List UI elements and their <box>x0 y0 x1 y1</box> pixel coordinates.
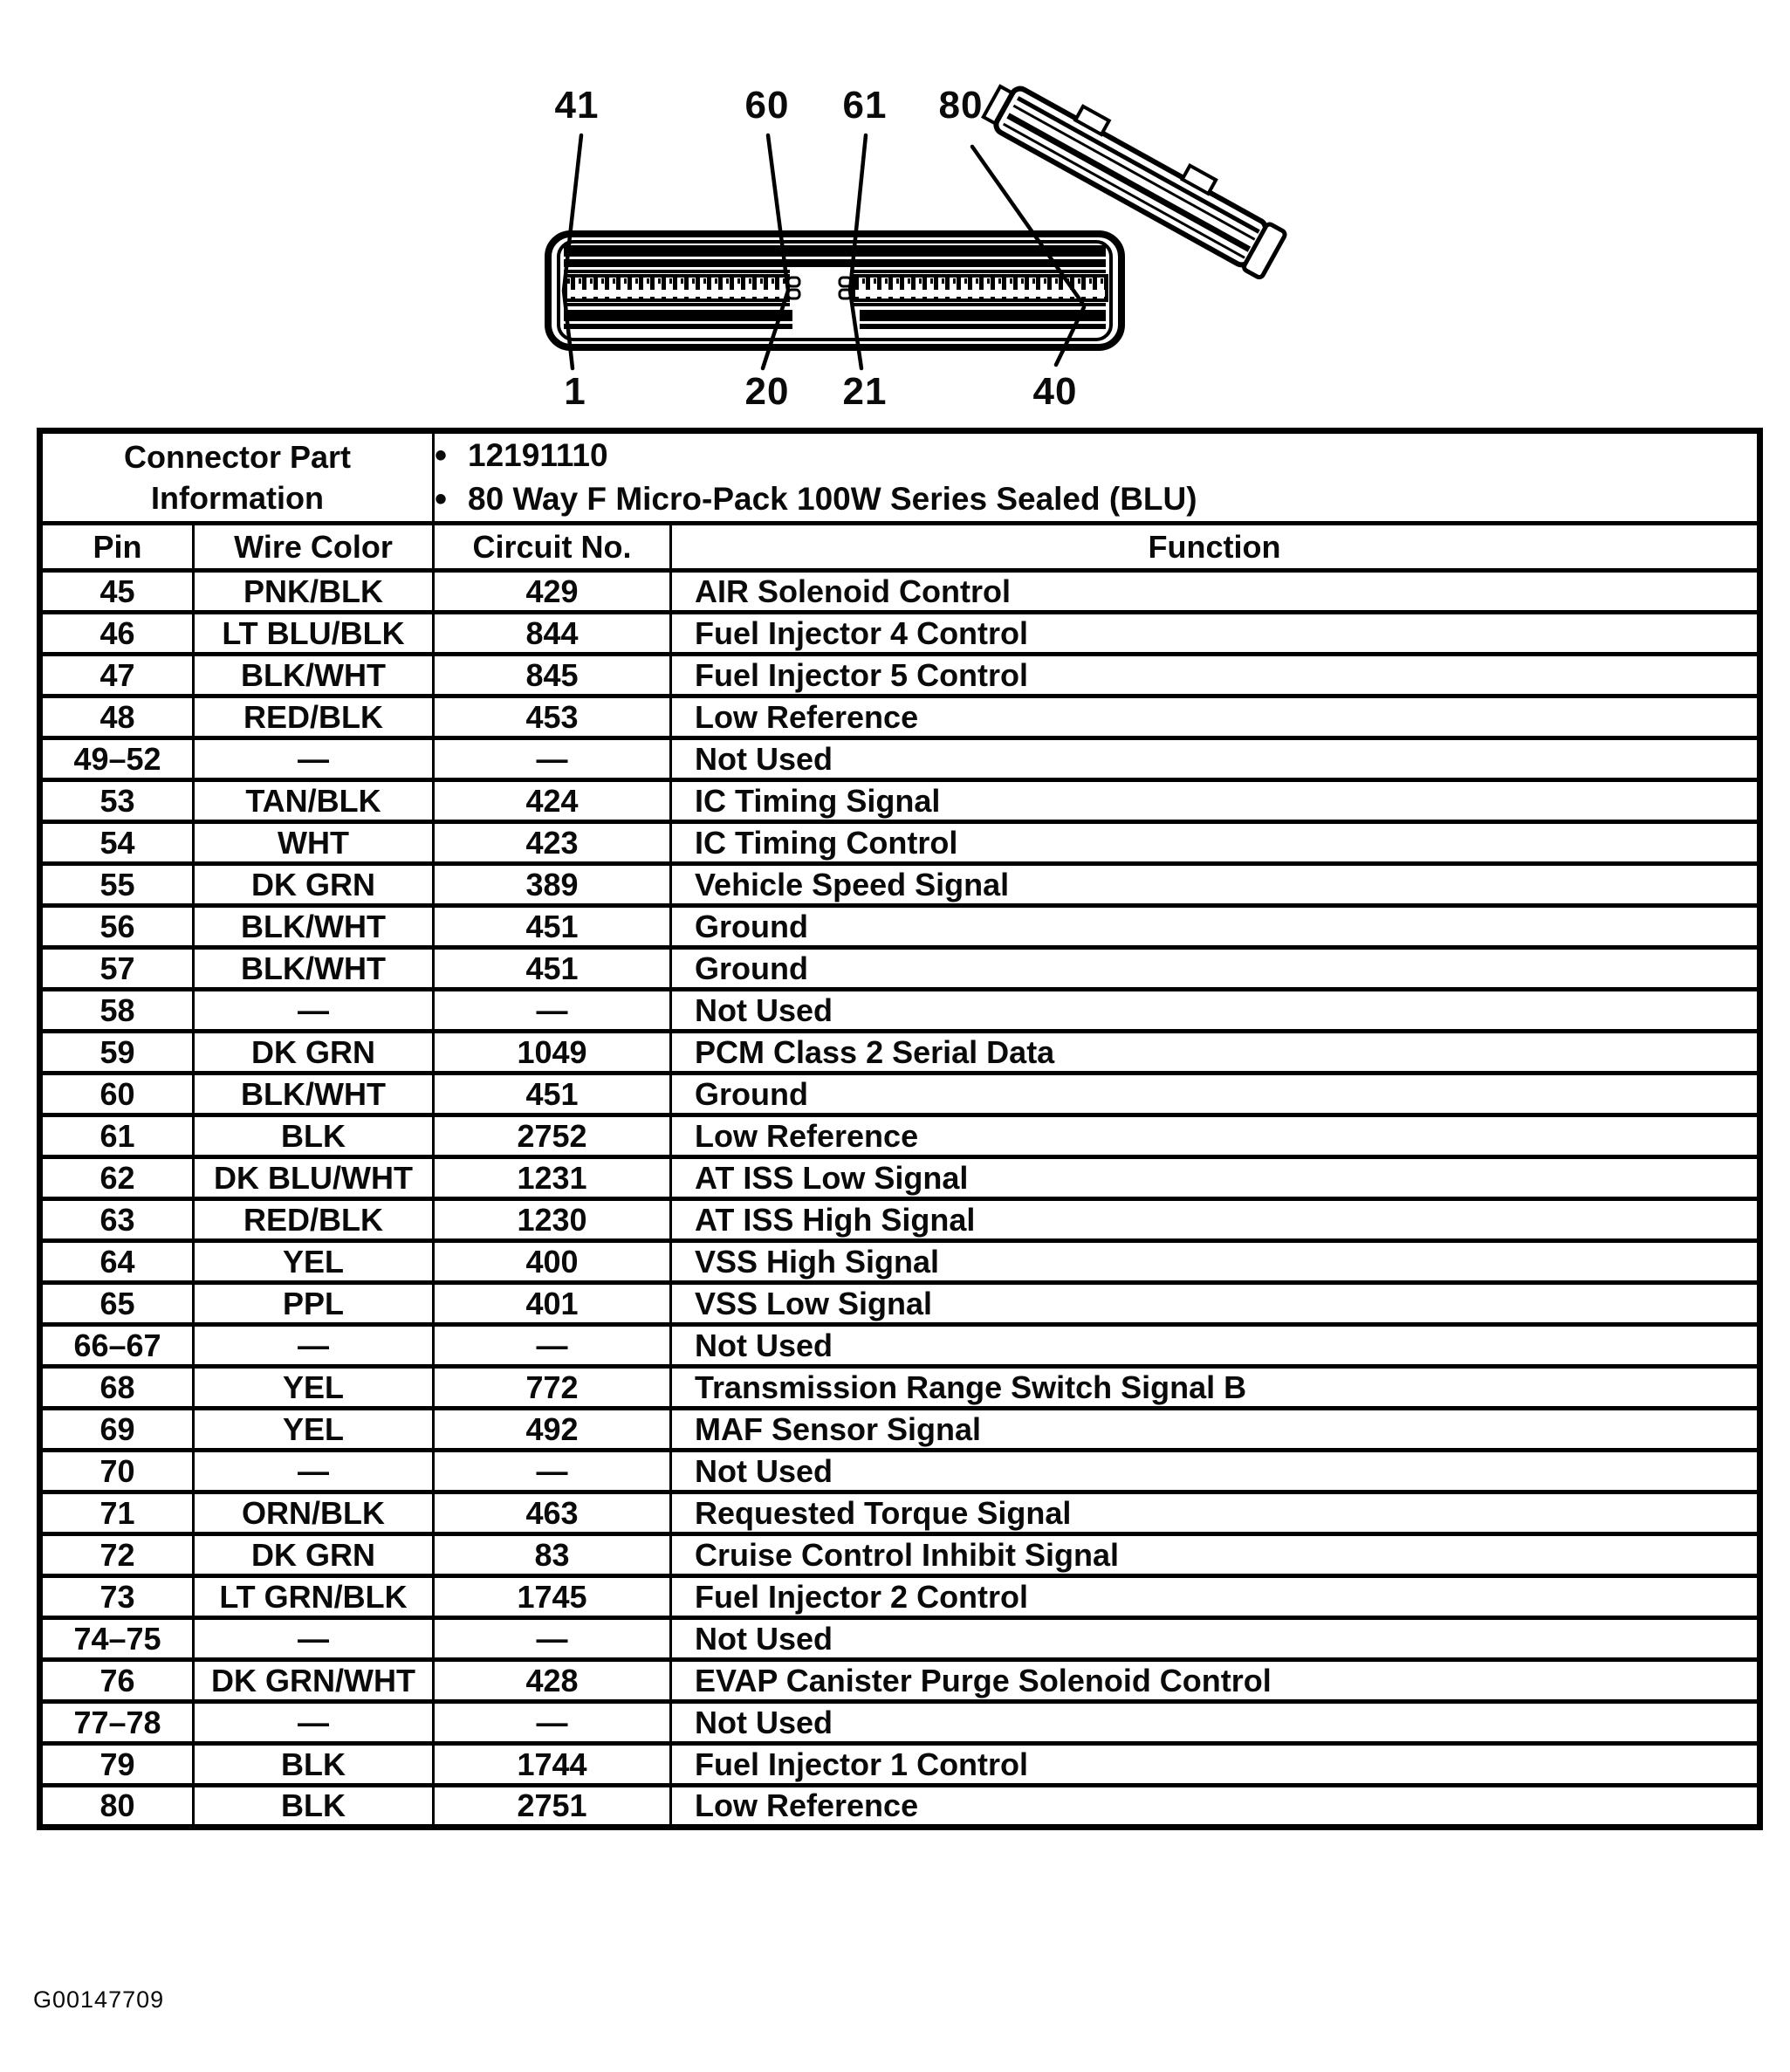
table-row <box>40 990 1760 1032</box>
table-row <box>40 1074 1760 1115</box>
column-header-wire-color: Wire Color <box>194 524 434 571</box>
table-row <box>40 1660 1760 1702</box>
function-cell: Not Used <box>671 1618 1760 1660</box>
circuit-no-cell: — <box>434 1325 671 1367</box>
function-cell: Not Used <box>671 1451 1760 1492</box>
wire-color-cell: DK GRN <box>194 864 434 906</box>
function-cell: IC Timing Signal <box>671 780 1760 822</box>
part-info-line2: Information <box>151 480 324 516</box>
circuit-no-cell: 83 <box>434 1534 671 1576</box>
circuit-no-cell: 844 <box>434 613 671 655</box>
pin-cell: 49–52 <box>40 738 194 780</box>
function-cell: Fuel Injector 2 Control <box>671 1576 1760 1618</box>
circuit-no-cell: 401 <box>434 1283 671 1325</box>
wire-color-cell: DK GRN <box>194 1032 434 1074</box>
wire-color-cell: DK GRN <box>194 1534 434 1576</box>
circuit-no-cell: — <box>434 990 671 1032</box>
pin-label-41: 41 <box>554 84 600 127</box>
circuit-no-cell: 424 <box>434 780 671 822</box>
pin-cell: 64 <box>40 1241 194 1283</box>
pin-cell: 72 <box>40 1534 194 1576</box>
table-row <box>40 738 1760 780</box>
table-row <box>40 906 1760 948</box>
wire-color-cell: PPL <box>194 1283 434 1325</box>
wire-color-cell: BLK/WHT <box>194 906 434 948</box>
pin-cell: 71 <box>40 1492 194 1534</box>
pin-cell: 80 <box>40 1786 194 1828</box>
table-row <box>40 1492 1760 1534</box>
circuit-no-cell: 1231 <box>434 1157 671 1199</box>
table-row <box>40 1786 1760 1828</box>
pin-cell: 55 <box>40 864 194 906</box>
circuit-no-cell: — <box>434 738 671 780</box>
wire-color-cell: PNK/BLK <box>194 571 434 613</box>
pin-label-20: 20 <box>744 370 790 413</box>
circuit-no-cell: 1049 <box>434 1032 671 1074</box>
column-header-circuit-no: Circuit No. <box>434 524 671 571</box>
function-cell: AIR Solenoid Control <box>671 571 1760 613</box>
function-cell: Not Used <box>671 738 1760 780</box>
circuit-no-cell: 1744 <box>434 1744 671 1786</box>
pin-cell: 46 <box>40 613 194 655</box>
circuit-no-cell: 772 <box>434 1367 671 1409</box>
function-cell: Fuel Injector 1 Control <box>671 1744 1760 1786</box>
wire-color-cell: BLK <box>194 1744 434 1786</box>
wire-color-cell: — <box>194 738 434 780</box>
function-cell: PCM Class 2 Serial Data <box>671 1032 1760 1074</box>
function-cell: Not Used <box>671 990 1760 1032</box>
pin-label-80: 80 <box>938 84 984 127</box>
table-row <box>40 1744 1760 1786</box>
table-row <box>40 1115 1760 1157</box>
pin-cell: 61 <box>40 1115 194 1157</box>
table-row <box>40 822 1760 864</box>
pin-cell: 45 <box>40 571 194 613</box>
wire-color-cell: YEL <box>194 1409 434 1451</box>
wire-color-cell: TAN/BLK <box>194 780 434 822</box>
table-row <box>40 1199 1760 1241</box>
function-cell: Low Reference <box>671 696 1760 738</box>
connector-drawing-icon <box>0 0 1790 419</box>
connector-part-values <box>434 431 1760 524</box>
pin-cell: 66–67 <box>40 1325 194 1367</box>
wire-color-cell: LT BLU/BLK <box>194 613 434 655</box>
function-cell: MAF Sensor Signal <box>671 1409 1760 1451</box>
circuit-no-cell: 400 <box>434 1241 671 1283</box>
wire-color-cell: ORN/BLK <box>194 1492 434 1534</box>
table-row <box>40 655 1760 696</box>
function-cell: VSS High Signal <box>671 1241 1760 1283</box>
table-row <box>40 1367 1760 1409</box>
circuit-no-cell: — <box>434 1702 671 1744</box>
table-row <box>40 864 1760 906</box>
circuit-no-cell: 492 <box>434 1409 671 1451</box>
table-row <box>40 571 1760 613</box>
table-row <box>40 613 1760 655</box>
column-header-pin: Pin <box>40 524 194 571</box>
function-cell: Transmission Range Switch Signal B <box>671 1367 1760 1409</box>
wire-color-cell: RED/BLK <box>194 696 434 738</box>
circuit-no-cell: 428 <box>434 1660 671 1702</box>
pin-label-1: 1 <box>564 370 586 413</box>
pin-cell: 57 <box>40 948 194 990</box>
pin-cell: 63 <box>40 1199 194 1241</box>
wire-color-cell: BLK/WHT <box>194 1074 434 1115</box>
pin-cell: 73 <box>40 1576 194 1618</box>
wire-color-cell: — <box>194 1702 434 1744</box>
function-cell: IC Timing Control <box>671 822 1760 864</box>
wire-color-cell: BLK <box>194 1786 434 1828</box>
circuit-no-cell: 2752 <box>434 1115 671 1157</box>
wire-color-cell: BLK <box>194 1115 434 1157</box>
part-info-line1: Connector Part <box>123 439 352 475</box>
pin-cell: 56 <box>40 906 194 948</box>
wire-color-cell: BLK/WHT <box>194 948 434 990</box>
table-row <box>40 1702 1760 1744</box>
table-row <box>40 1409 1760 1451</box>
pin-cell: 58 <box>40 990 194 1032</box>
pin-cell: 48 <box>40 696 194 738</box>
circuit-no-cell: — <box>434 1451 671 1492</box>
circuit-no-cell: 463 <box>434 1492 671 1534</box>
circuit-no-cell: 2751 <box>434 1786 671 1828</box>
function-cell: Low Reference <box>671 1786 1760 1828</box>
table-row <box>40 780 1760 822</box>
pin-cell: 54 <box>40 822 194 864</box>
circuit-no-cell: 845 <box>434 655 671 696</box>
circuit-no-cell: 423 <box>434 822 671 864</box>
circuit-no-cell: 429 <box>434 571 671 613</box>
function-cell: Not Used <box>671 1702 1760 1744</box>
column-header-function: Function <box>671 524 1760 571</box>
pin-cell: 76 <box>40 1660 194 1702</box>
circuit-no-cell: 451 <box>434 906 671 948</box>
pin-cell: 69 <box>40 1409 194 1451</box>
wire-color-cell: — <box>194 1325 434 1367</box>
pin-label-60: 60 <box>744 84 790 127</box>
function-cell: Ground <box>671 948 1760 990</box>
table-row <box>40 948 1760 990</box>
wire-color-cell: — <box>194 1451 434 1492</box>
wire-color-cell: DK GRN/WHT <box>194 1660 434 1702</box>
table-row <box>40 1032 1760 1074</box>
circuit-no-cell: 453 <box>434 696 671 738</box>
wire-color-cell: DK BLU/WHT <box>194 1157 434 1199</box>
circuit-no-cell: 1745 <box>434 1576 671 1618</box>
function-cell: Vehicle Speed Signal <box>671 864 1760 906</box>
circuit-no-cell: 1230 <box>434 1199 671 1241</box>
pin-cell: 62 <box>40 1157 194 1199</box>
wire-color-cell: RED/BLK <box>194 1199 434 1241</box>
function-cell: Ground <box>671 906 1760 948</box>
connector-diagram <box>0 0 1790 419</box>
pin-label-40: 40 <box>1032 370 1078 413</box>
table-row <box>40 1618 1760 1660</box>
pin-cell: 68 <box>40 1367 194 1409</box>
pin-cell: 70 <box>40 1451 194 1492</box>
function-cell: Ground <box>671 1074 1760 1115</box>
part-number: • 12191110 <box>435 434 1757 477</box>
wire-color-cell: — <box>194 990 434 1032</box>
table-row <box>40 1576 1760 1618</box>
table-row <box>40 1451 1760 1492</box>
connector-part-info-label <box>40 431 434 524</box>
table-row <box>40 1325 1760 1367</box>
column-header-row <box>40 524 1760 571</box>
function-cell: Not Used <box>671 1325 1760 1367</box>
pin-cell: 60 <box>40 1074 194 1115</box>
circuit-no-cell: 451 <box>434 1074 671 1115</box>
function-cell: Fuel Injector 5 Control <box>671 655 1760 696</box>
wire-color-cell: LT GRN/BLK <box>194 1576 434 1618</box>
function-cell: VSS Low Signal <box>671 1283 1760 1325</box>
pin-cell: 59 <box>40 1032 194 1074</box>
function-cell: Fuel Injector 4 Control <box>671 613 1760 655</box>
function-cell: EVAP Canister Purge Solenoid Control <box>671 1660 1760 1702</box>
wire-color-cell: WHT <box>194 822 434 864</box>
table-row <box>40 1534 1760 1576</box>
pin-cell: 53 <box>40 780 194 822</box>
function-cell: AT ISS High Signal <box>671 1199 1760 1241</box>
wire-color-cell: YEL <box>194 1367 434 1409</box>
part-description: • 80 Way F Micro-Pack 100W Series Sealed (BLU) <box>435 477 1757 521</box>
connector-part-info-row <box>40 431 1760 524</box>
circuit-no-cell: 451 <box>434 948 671 990</box>
wire-color-cell: BLK/WHT <box>194 655 434 696</box>
pinout-table <box>37 428 1763 1830</box>
table-row <box>40 696 1760 738</box>
figure-id: G00147709 <box>33 1986 165 2013</box>
table-row <box>40 1157 1760 1199</box>
wire-color-cell: — <box>194 1618 434 1660</box>
table-row <box>40 1241 1760 1283</box>
pin-label-21: 21 <box>842 370 888 413</box>
pin-cell: 47 <box>40 655 194 696</box>
circuit-no-cell: 389 <box>434 864 671 906</box>
function-cell: Cruise Control Inhibit Signal <box>671 1534 1760 1576</box>
function-cell: AT ISS Low Signal <box>671 1157 1760 1199</box>
pin-cell: 77–78 <box>40 1702 194 1744</box>
function-cell: Low Reference <box>671 1115 1760 1157</box>
pin-cell: 74–75 <box>40 1618 194 1660</box>
pin-cell: 65 <box>40 1283 194 1325</box>
table-row <box>40 1283 1760 1325</box>
wire-color-cell: YEL <box>194 1241 434 1283</box>
pin-label-61: 61 <box>842 84 888 127</box>
function-cell: Requested Torque Signal <box>671 1492 1760 1534</box>
pin-cell: 79 <box>40 1744 194 1786</box>
circuit-no-cell: — <box>434 1618 671 1660</box>
